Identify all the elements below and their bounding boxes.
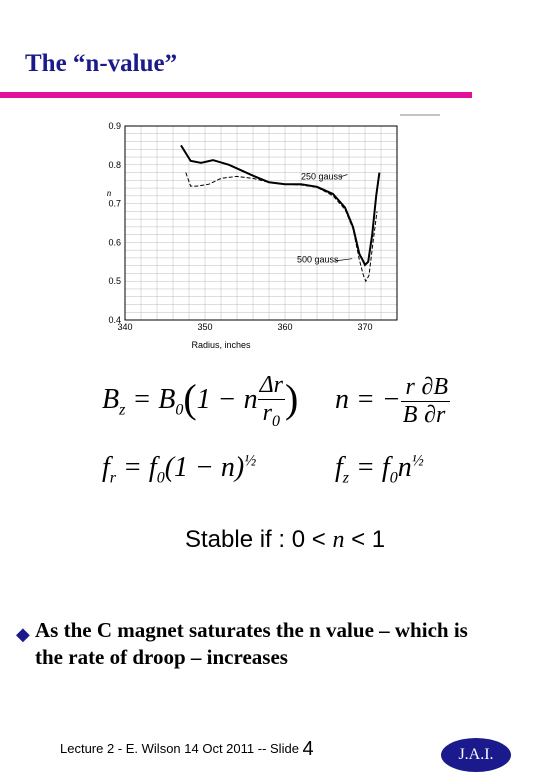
bz-equation: $B_z = B_0(1 - n$ $\frac{\Delta r}{r_0}$ )	[102, 372, 299, 430]
series-label-250-gauss: 250 gauss	[301, 171, 343, 182]
footer-text: Lecture 2 - E. Wilson 14 Oct 2011 -- Slide	[60, 741, 299, 756]
x-tick-label: 350	[197, 322, 213, 332]
x-tick-label: 360	[277, 322, 293, 332]
y-tick-label: 0.8	[108, 159, 121, 170]
x-axis-label: Radius, inches	[191, 340, 251, 350]
x-tick-label: 340	[117, 322, 133, 332]
fr-equation: $f_r = f_0(1 - n)^{\frac{1}{2}}$	[102, 452, 257, 487]
y-tick-label: 0.5	[108, 276, 121, 287]
y-axis-label: n	[106, 187, 112, 198]
y-tick-label: 0.4	[108, 315, 121, 325]
fz-equation: $f_z = f_0n^{\frac{1}{2}}$	[335, 452, 424, 487]
plot-frame	[125, 126, 397, 320]
y-tick-label: 0.9	[108, 121, 121, 131]
y-tick-label: 0.7	[108, 198, 121, 209]
series-line-1	[181, 145, 379, 265]
slide-number: 4	[302, 738, 314, 760]
diamond-bullet-icon: ◆	[16, 624, 30, 644]
chart-svg	[95, 110, 445, 355]
jai-logo: J.A.I.	[441, 738, 511, 772]
series-label-500-gauss: 500 gauss	[297, 254, 339, 265]
stability-condition: Stable if : 0 < n < 1	[185, 526, 386, 553]
bullet-text: As the C magnet saturates the n value – which is the rate of droop – increases	[35, 618, 468, 669]
n-value-chart	[95, 110, 445, 355]
title-underline	[0, 92, 472, 98]
x-tick-label: 370	[357, 322, 373, 332]
y-tick-label: 0.6	[108, 237, 121, 248]
footer	[60, 738, 314, 761]
slide-title: The “n-value”	[25, 50, 178, 77]
stable-label: Stable if :	[185, 526, 286, 553]
n-definition-equation: n = − $\frac{r}{B}$ $\frac{\partial B}{\partial r}$	[335, 374, 448, 428]
